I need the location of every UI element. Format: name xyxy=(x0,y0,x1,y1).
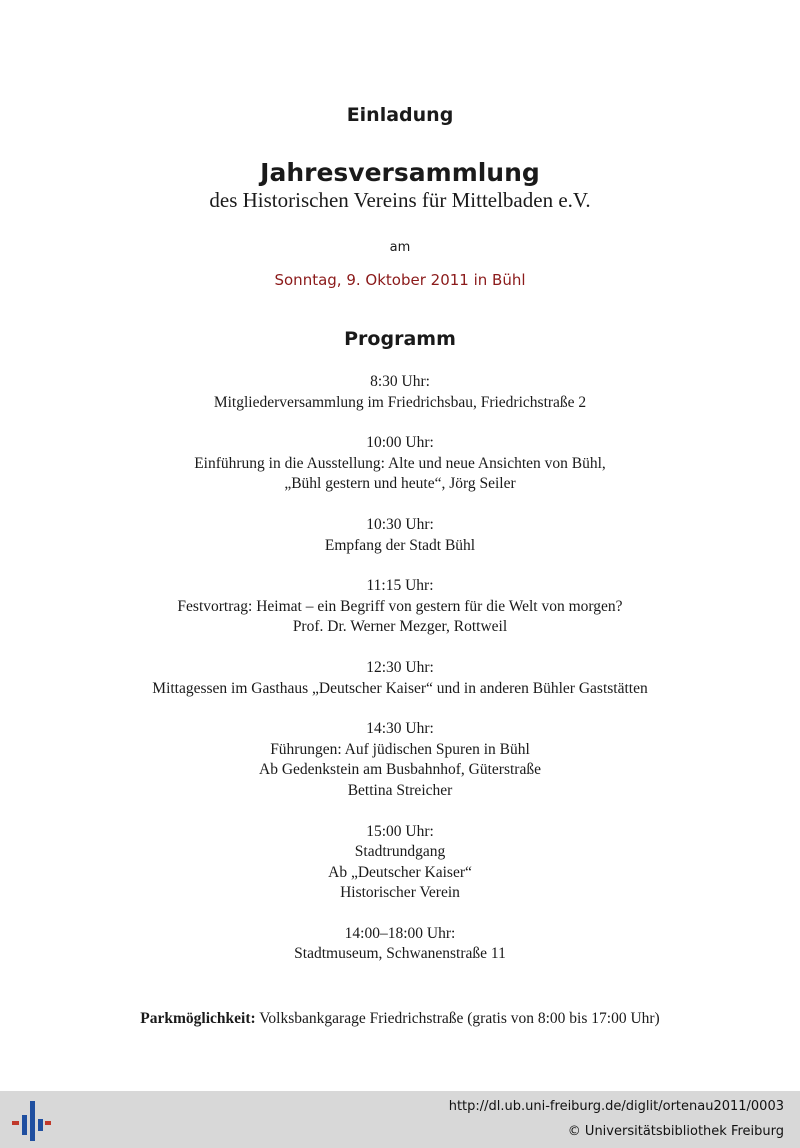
schedule-description: Empfang der Stadt Bühl xyxy=(324,536,476,554)
schedule-description: Einführung in die Ausstellung: Alte und neue Ansichten von Bühl, xyxy=(194,454,606,472)
source-url-link[interactable]: http://dl.ub.uni-freiburg.de/diglit/ortenau2011/0003 xyxy=(448,1099,784,1114)
parking-label: Parkmöglichkeit: xyxy=(140,1010,256,1027)
schedule-time: 12:30 Uhr: xyxy=(366,658,434,676)
schedule-description: Historischer Verein xyxy=(340,884,460,902)
schedule-time: 10:00 Uhr: xyxy=(366,434,434,452)
schedule-description: Prof. Dr. Werner Mezger, Rottweil xyxy=(292,618,508,636)
schedule-description: Bettina Streicher xyxy=(347,781,453,799)
schedule-description: Ab Gedenkstein am Busbahnhof, Güterstraße xyxy=(259,761,541,779)
schedule-description: Führungen: Auf jüdischen Spuren in Bühl xyxy=(270,740,530,758)
event-date: Sonntag, 9. Oktober 2011 in Bühl xyxy=(274,271,526,289)
schedule-item xyxy=(0,719,800,801)
schedule-time: 14:30 Uhr: xyxy=(366,720,434,738)
schedule-time: 14:00–18:00 Uhr: xyxy=(344,924,456,942)
copyright-notice: © Universitätsbibliothek Freiburg xyxy=(567,1124,784,1139)
schedule-description: Mittagessen im Gasthaus „Deutscher Kaiser“ und in anderen Bühler Gaststätten xyxy=(152,679,648,697)
program-schedule xyxy=(0,372,800,985)
schedule-description: Stadtrundgang xyxy=(354,843,446,861)
schedule-item xyxy=(0,372,800,413)
schedule-time: 15:00 Uhr: xyxy=(366,822,434,840)
parking-text: Volksbankgarage Friedrichstraße (gratis von 8:00 bis 17:00 Uhr) xyxy=(255,1010,660,1027)
footer-bar xyxy=(0,1091,800,1148)
schedule-time: 10:30 Uhr: xyxy=(366,515,434,533)
schedule-item xyxy=(0,433,800,495)
schedule-time: 11:15 Uhr: xyxy=(366,577,434,595)
schedule-item xyxy=(0,822,800,904)
ub-freiburg-logo-icon xyxy=(10,1099,52,1143)
schedule-item xyxy=(0,924,800,965)
am-label: am xyxy=(389,240,411,255)
program-heading: Programm xyxy=(344,328,456,350)
page-title: Jahresversammlung xyxy=(260,158,540,187)
schedule-description: Mitgliederversammlung im Friedrichsbau, Friedrichstraße 2 xyxy=(213,393,587,411)
page-subtitle: des Historischen Vereins für Mittelbaden e.V. xyxy=(209,188,591,212)
schedule-item xyxy=(0,515,800,556)
schedule-description: Ab „Deutscher Kaiser“ xyxy=(328,863,472,881)
schedule-item xyxy=(0,576,800,638)
schedule-item xyxy=(0,658,800,699)
schedule-description: Stadtmuseum, Schwanenstraße 11 xyxy=(294,945,506,963)
parking-info xyxy=(0,1010,800,1028)
schedule-description: Festvortrag: Heimat – ein Begriff von gestern für die Welt von morgen? xyxy=(177,597,623,615)
schedule-time: 8:30 Uhr: xyxy=(370,373,430,390)
invitation-heading: Einladung xyxy=(346,104,454,126)
schedule-description: „Bühl gestern und heute“, Jörg Seiler xyxy=(284,475,516,493)
